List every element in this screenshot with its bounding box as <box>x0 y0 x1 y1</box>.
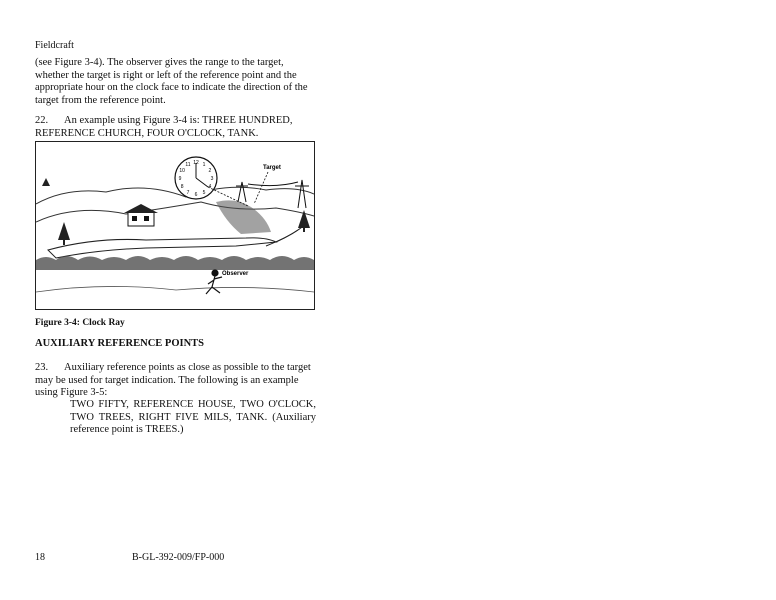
section-heading: AUXILIARY REFERENCE POINTS <box>35 338 205 349</box>
power-tower <box>236 180 309 208</box>
label-observer: Observer <box>222 271 249 277</box>
clock-numeral: 11 <box>185 162 191 169</box>
tree-left <box>58 222 70 245</box>
indented-example: TWO FIFTY, REFERENCE HOUSE, TWO O'CLOCK, TWO TREES, RIGHT FIVE MILS, TANK. (Auxiliary reference point is TREES.) <box>70 399 316 435</box>
clock-numeral: 5 <box>202 189 206 196</box>
paragraph-number: 23. <box>35 362 49 373</box>
paragraph-number: 22. <box>35 115 49 126</box>
paragraph-22 <box>35 115 317 140</box>
page-number: 18 <box>35 552 45 563</box>
clock-numeral: 4 <box>208 184 212 190</box>
figure-clock-ray <box>35 141 315 310</box>
road-edge <box>266 230 298 246</box>
paragraph-continuation: (see Figure 3-4). The observer gives the range to the target, whether the target is right or left of the reference point and the appropriate hour on the clock face to indicate the direction of the target from the reference point. <box>35 57 308 106</box>
clock-numeral: 9 <box>178 176 182 182</box>
clock-numeral: 3 <box>210 176 214 182</box>
clock-ray-illustration <box>36 142 314 309</box>
paragraph-text: An example using Figure 3-4 is: THREE HUNDRED, REFERENCE CHURCH, FOUR O'CLOCK, TANK. <box>35 115 293 139</box>
clock-numeral: 1 <box>202 162 206 169</box>
paragraph-text: Auxiliary reference points as close as possible to the target may be used for target indication. The following is an example using Figure 3-5: <box>35 362 311 398</box>
figure-caption: Figure 3-4: Clock Ray <box>35 318 125 328</box>
clock-numeral: 8 <box>180 184 184 190</box>
foreground-grass <box>36 286 314 292</box>
label-target: Target <box>263 165 281 171</box>
observer-figure <box>206 270 222 294</box>
house <box>124 204 158 226</box>
hedgerow <box>36 256 314 270</box>
clock-numeral: 2 <box>208 168 212 174</box>
hill-line <box>36 187 314 204</box>
clock-numeral: 7 <box>186 189 190 196</box>
running-header: Fieldcraft <box>35 40 74 51</box>
hill-line <box>36 202 314 222</box>
document-id: B-GL-392-009/FP-000 <box>132 552 225 563</box>
clock-numeral: 6 <box>194 192 198 198</box>
clock-numeral: 12 <box>193 160 199 166</box>
wooded-ridge <box>216 200 271 234</box>
road <box>48 238 276 258</box>
paragraph-23 <box>35 362 317 400</box>
clock-numeral: 10 <box>179 168 185 174</box>
tree-small <box>42 178 50 186</box>
